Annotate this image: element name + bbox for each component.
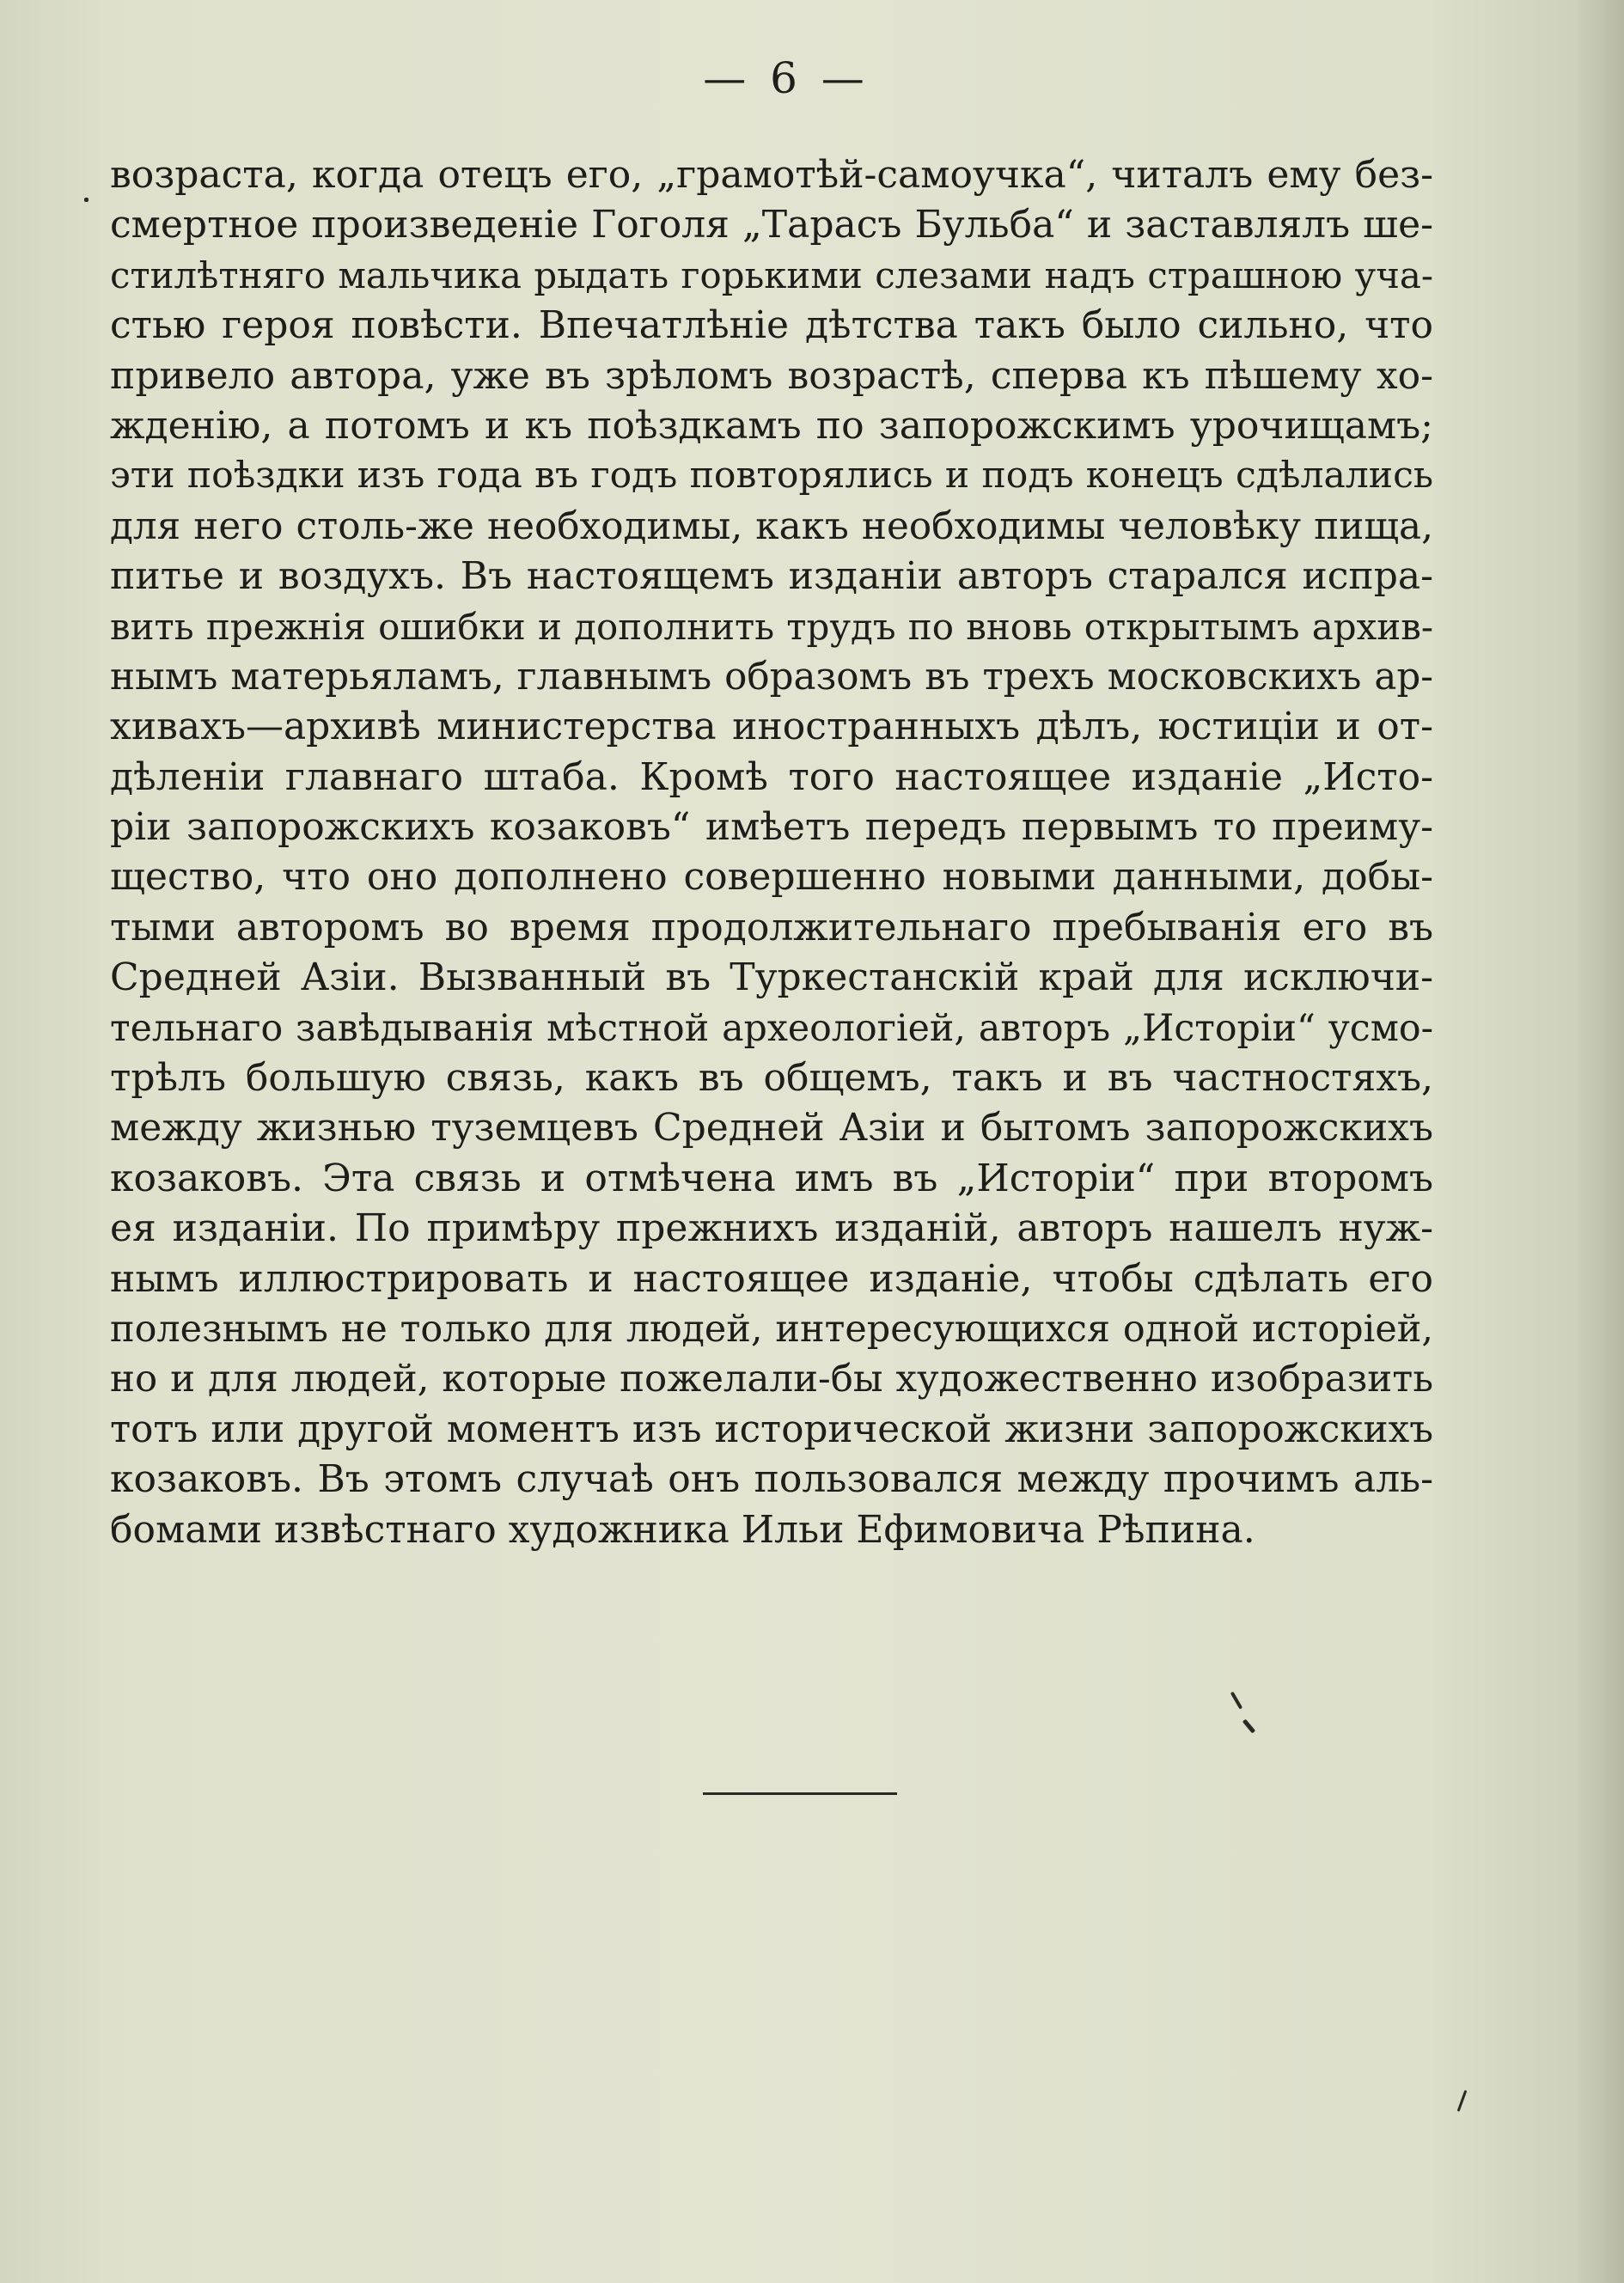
text-line: нымъ иллюстрировать и настоящее изданiе, чтобы сдѣлать его [110,1256,1433,1301]
text-line: для него столь-же необходимы, какъ необходимы человѣку пища, [110,504,1433,548]
text-line: тельнаго завѣдыванiя мѣстной археологiей, авторъ „Исторiи“ усмо- [110,1006,1433,1050]
text-line: козаковъ. Въ этомъ случаѣ онъ пользовался между прочимъ аль- [110,1457,1433,1502]
text-line: хивахъ—архивѣ министерства иностранныхъ дѣлъ, юстицiи и от- [110,705,1433,749]
text-line: жденiю, а потомъ и къ поѣздкамъ по запорожскимъ урочищамъ; [110,403,1433,448]
text-line: привело автора, уже въ зрѣломъ возрастѣ, сперва къ пѣшему хо- [110,353,1433,398]
text-line: но и для людей, которые пожелали-бы художественно изобразить [110,1358,1433,1401]
text-line: трѣлъ большую связь, какъ въ общемъ, такъ и въ частностяхъ, [110,1056,1433,1101]
text-line: тотъ или другой моментъ изъ исторической жизни запорожскихъ [110,1407,1433,1451]
body-text [110,150,1433,1555]
ink-speck [84,198,89,202]
ink-speck [1457,2090,1468,2111]
text-line: питье и воздухъ. Въ настоящемъ изданiи авторъ старался испра- [110,554,1433,599]
text-line: полезнымъ не только для людей, интересующихся одной исторiей, [110,1307,1433,1351]
text-line: ея изданiи. По примѣру прежнихъ изданiй, авторъ нашелъ нуж- [110,1206,1433,1251]
text-line: козаковъ. Эта связь и отмѣчена имъ въ „Исторiи“ при второмъ [110,1156,1433,1200]
text-line: дѣленiи главнаго штаба. Кромѣ того настоящее изданiе „Исто- [110,754,1433,799]
text-line-last: бомами извѣстнаго художника Ильи Ефимовича Рѣпина. [110,1507,1255,1552]
text-line: между жизнью туземцевъ Средней Азiи и бытомъ запорожскихъ [110,1106,1433,1151]
text-line: рiи запорожскихъ козаковъ“ имѣетъ передъ первымъ то преиму- [110,805,1433,850]
text-line: эти поѣздки изъ года въ годъ повторялись и подъ конецъ сдѣлались [110,455,1433,497]
page-number: — 6 — [703,53,870,103]
ink-speck [1230,1691,1242,1709]
text-line: нымъ матерьяламъ, главнымъ образомъ въ трехъ московскихъ ар- [110,655,1433,699]
text-line: щество, что оно дополнено совершенно новыми данными, добы- [110,855,1433,900]
text-line: тыми авторомъ во время продолжительнаго пребыванiя его въ [110,905,1433,949]
text-line: смертное произведенiе Гоголя „Тарасъ Бульба“ и заставлялъ ше- [110,203,1433,247]
text-line: вить прежнiя ошибки и дополнить трудъ по вновь открытымъ архив- [110,605,1433,648]
text-line: стью героя повѣсти. Впечатлѣнiе дѣтства такъ было сильно, что [110,303,1433,348]
text-line: стилѣтняго мальчика рыдать горькими слезами надъ страшною уча- [110,253,1433,296]
page-edge-shadow [1572,0,1624,2283]
ink-speck [1242,1718,1255,1733]
section-end-rule [703,1792,897,1795]
text-line: Средней Азiи. Вызванный въ Туркестанскiй край для исключи- [110,955,1433,1000]
text-line: возраста, когда отецъ его, „грамотѣй-самоучка“, читалъ ему без- [110,153,1433,197]
